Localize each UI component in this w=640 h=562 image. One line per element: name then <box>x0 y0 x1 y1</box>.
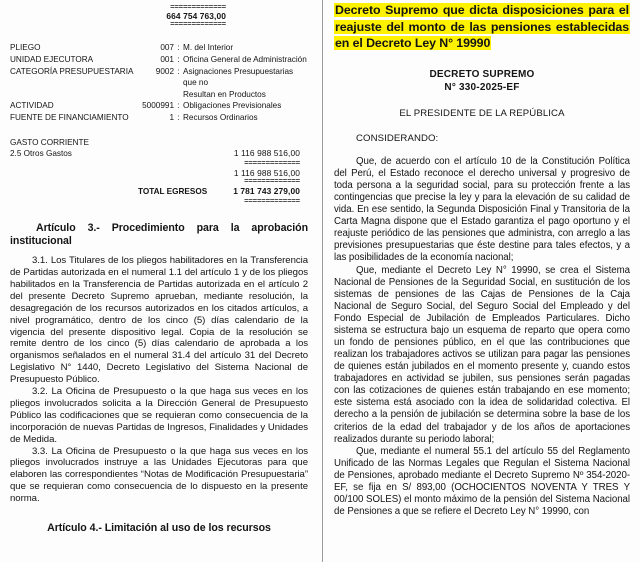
decree-number: N° 330-2025-EF <box>444 81 520 93</box>
gasto-line-label: 2.5 Otros Gastos <box>10 149 72 159</box>
meta-separator: : <box>177 113 180 123</box>
gasto-heading: GASTO CORRIENTE <box>10 137 90 147</box>
table-row <box>10 148 308 160</box>
gasto-subtotals <box>10 160 308 186</box>
meta-value: M. del Interior <box>183 43 234 53</box>
highlighted-decree-title <box>334 2 630 52</box>
table-row <box>10 66 308 89</box>
gasto-line-amount: 1 116 988 516,00 <box>233 148 300 159</box>
considerando-label: CONSIDERANDO: <box>356 132 439 144</box>
right-column <box>322 0 640 562</box>
meta-value: Obligaciones Previsionales <box>183 101 282 111</box>
meta-label: FUENTE DE FINANCIAMIENTO <box>10 113 129 123</box>
meta-value: Asignaciones Presupuestarias que no <box>183 66 294 88</box>
article-4-heading: Artículo 4.- Limitación al uso de los recursos <box>47 521 271 534</box>
dash-rule: ============= <box>244 160 300 169</box>
considerando-paragraph-2: Que, mediante el Decreto Ley N° 19990, se crea el Sistema Nacional de Pensiones de la Seguridad Social, en sustitución de los sistemas de pensiones de las Cajas de Pensiones de la Caja Nacional de Seguro Social, del Seguro Social del Empleado y del Fondo Especial de Jubilación de Empleados Particulares. Dicho sistema se estructura bajo un esquema de reparto que opera como un fondo de pensiones público, en el que las contribuciones que realizan los trabajadores activos se utilizan para pagar las pensiones de quienes están jubilados en el momento presente y, cuando estos trabajadores en actividad se jubilen, sus pensiones serán pagadas con las cotizaciones de quienes están trabajando en ese momento; este sistema está asociado con la idea de solidaridad colectiva. El derecho a la pensión de jubilación se determina sobre la base de los criterios de la edad del trabajador y de los años de aportaciones realizados durante su periodo laboral; <box>334 264 630 445</box>
table-row <box>10 100 308 112</box>
dash-rule: ============= <box>244 197 300 206</box>
table-row <box>10 112 308 124</box>
dash-rule: ============= <box>244 177 300 186</box>
total-egresos-amount: 1 781 743 279,00 <box>233 186 300 197</box>
meta-value: Recursos Ordinarios <box>183 113 258 123</box>
total-egresos-row <box>10 186 308 198</box>
decree-label: DECRETO SUPREMO <box>429 68 535 80</box>
decree-header <box>334 68 630 94</box>
article-3-paragraph-3: 3.3. La Oficina de Presupuesto o la que haga sus veces en los pliegos involucrados instruye a las Unidades Ejecutoras para que elaboren las correspondientes “Notas de Modificación Presupuestaria” que se requieran como consecuencia de lo dispuesto en la presente norma. <box>10 445 308 505</box>
meta-separator: : <box>177 43 180 53</box>
dash-rule: ============= <box>170 21 226 30</box>
total-egresos-label: TOTAL EGRESOS <box>138 187 208 197</box>
meta-code: 1 <box>169 113 174 123</box>
meta-separator: : <box>177 54 180 64</box>
article-3-heading: Artículo 3.- Procedimiento para la aprobación institucional <box>10 222 308 248</box>
gasto-final-rule-wrap <box>10 198 308 206</box>
meta-separator: : <box>177 101 180 111</box>
top-total-amount: 664 754 763,00 <box>166 11 226 22</box>
article-3-paragraph-2: 3.2. La Oficina de Presupuesto o la que haga sus veces en los pliegos involucrados solicita a la Dirección General de Presupuesto Público las codificaciones que se requieran como consecuencia de la incorporación de nuevas Partidas de Ingresos, Finalidades y Unidades de Medida. <box>10 386 308 445</box>
meta-code: 001 <box>160 54 174 64</box>
president-line: EL PRESIDENTE DE LA REPÚBLICA <box>399 107 565 119</box>
meta-value: Oficina General de Administración <box>183 54 307 64</box>
dash-rule: ============= <box>170 4 226 12</box>
meta-label: UNIDAD EJECUTORA <box>10 54 94 64</box>
considerando-paragraph-3: Que, mediante el numeral 55.1 del artículo 55 del Reglamento Unificado de las Normas Legales que Regulan el Sistema Nacional de Pensiones, aprobado mediante el Decreto Supremo Nº 354-2020-EF, se fija en S/ 893,00 (OCHOCIENTOS NOVENTA Y TRES Y 00/100 SOLES) el monto máximo de la pensión del Sistema Nacional de Pensiones a que se refiere el Decreto Ley N° 19990, con <box>334 445 630 518</box>
top-totals-block <box>10 4 308 29</box>
meta-code: 007 <box>160 43 174 53</box>
considerando-paragraph-1: Que, de acuerdo con el artículo 10 de la Constitución Política del Perú, el Estado reconoce el derecho universal y progresivo de toda persona a la seguridad social, para su protección frente a las contingencias que precise la ley y para la elevación de su calidad de vida. En ese sentido, la Segunda Disposición Final y Transitoria de la Carta Magna dispone que el Estado garantiza el pago oportuno y el reajuste periódico de las pensiones que administra, con arreglo a las previsiones presupuestarias que éste destine para tales efectos, y a las posibilidades de la economía nacional; <box>334 155 630 264</box>
meta-value-continuation: Resultan en Productos <box>183 89 266 99</box>
article-3-paragraph-1: 3.1. Los Titulares de los pliegos habilitadores en la Transferencia de Partidas autorizada en el numeral 1.1 del artículo 1 y de los pliegos habilitados en la Transferencia de Partidas autorizada en el artículo 2 del presente Decreto Supremo aprueban, mediante resolución, la desagregación de los recursos autorizados en los citados artículos, a nivel programático, dentro de los cinco (5) días calendario de la vigencia del presente dispositivo legal. Copia de la resolución se remite dentro de los cinco (5) días calendario de aprobada a los organismos señalados en el numeral 31.4 del artículo 31 del Decreto Legislativo N° 1440, Decreto Legislativo del Sistema Nacional de Presupuesto Público. <box>10 255 308 386</box>
budget-meta-table <box>10 42 308 123</box>
meta-label: CATEGORÍA PRESUPUESTARIA <box>10 66 134 76</box>
gasto-subtotal-amount: 1 116 988 516,00 <box>233 167 300 178</box>
meta-code: 9002 <box>155 66 174 76</box>
table-row <box>10 42 308 54</box>
meta-label: PLIEGO <box>10 43 41 53</box>
gasto-corriente-block <box>10 137 308 206</box>
meta-separator: : <box>177 66 180 76</box>
meta-label: ACTIVIDAD <box>10 101 54 111</box>
table-row <box>10 54 308 66</box>
meta-code: 5000991 <box>142 101 174 111</box>
highlight-span: Decreto Supremo que dicta disposiciones para el reajuste del monto de las pensiones establecidas en el Decreto Ley N° 19990 <box>335 3 629 51</box>
